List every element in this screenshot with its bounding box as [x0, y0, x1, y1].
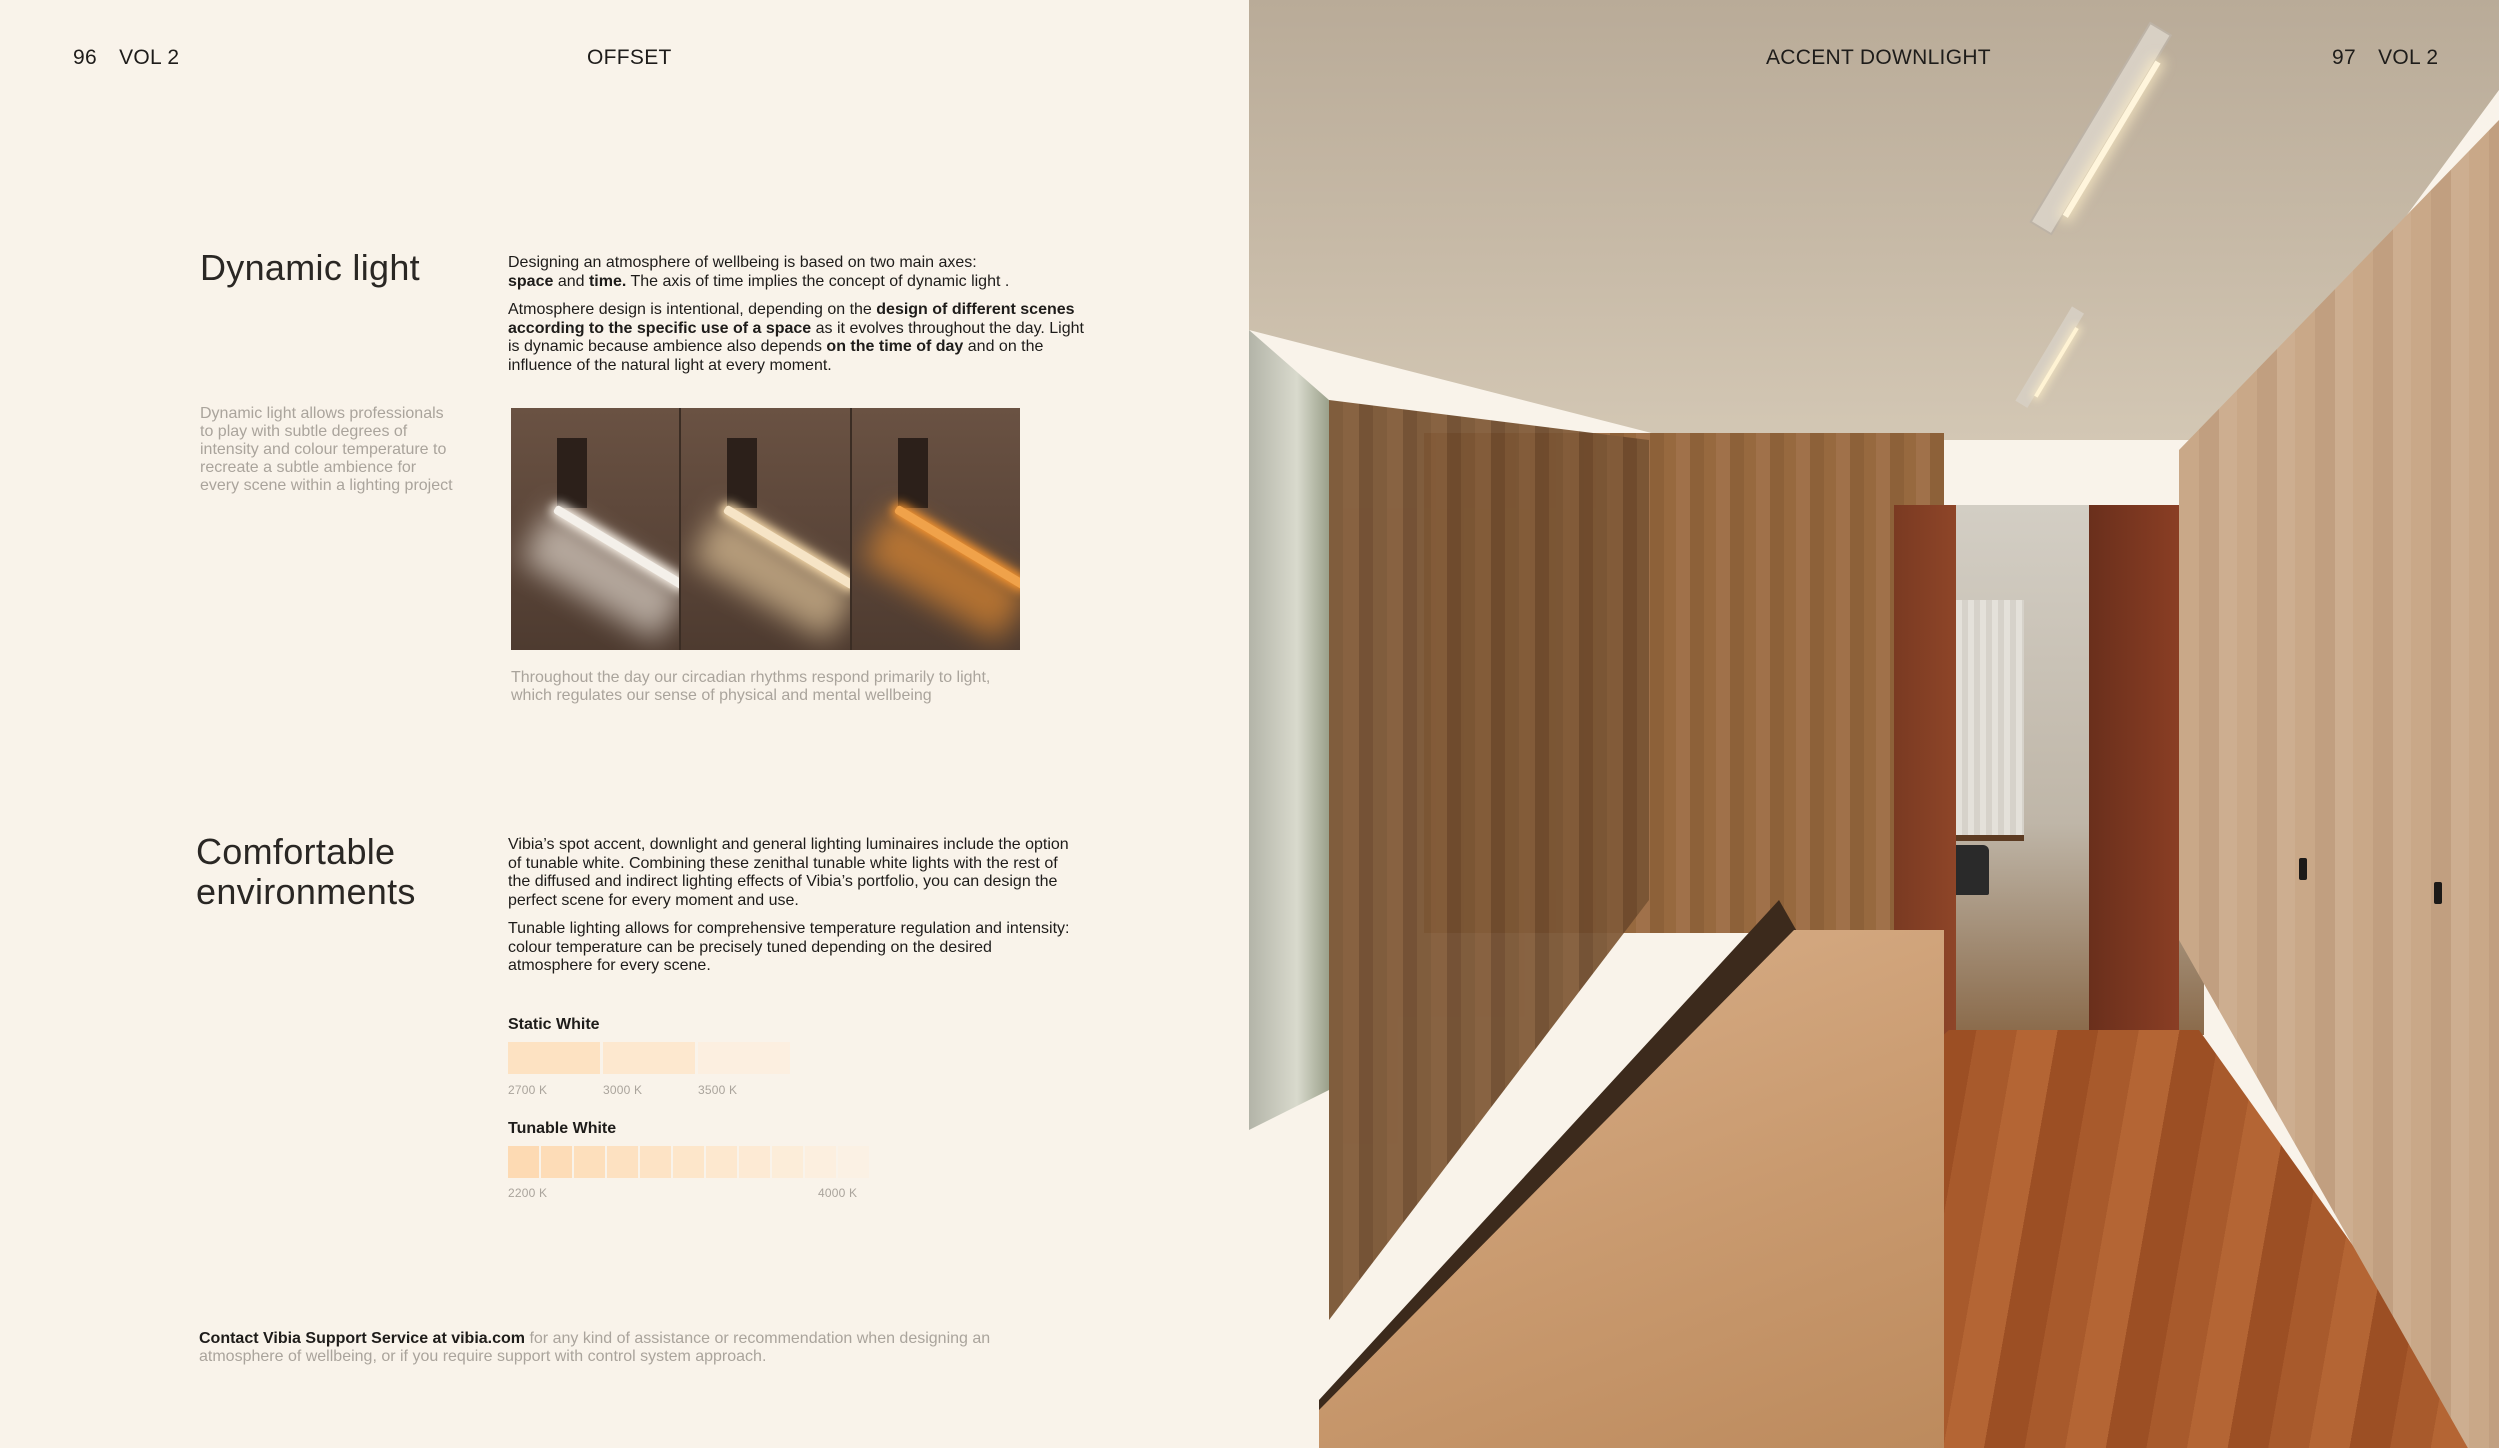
kelvin-label-min: 2200 K — [508, 1186, 548, 1200]
comfortable-paragraph-2: Tunable lighting allows for comprehensive temperature regulation and intensity: colour temperature can be precisely tuned depending on the desired atmosphere for every scene. — [508, 920, 1070, 975]
fixture-photo-neutral — [681, 408, 849, 650]
fixture-photo-warm — [852, 408, 1020, 650]
static-white-swatches — [508, 1042, 790, 1074]
left-page-title: OFFSET — [587, 46, 672, 69]
fixture-photo-cool — [511, 408, 679, 650]
dynamic-light-paragraph-2 — [508, 301, 1088, 375]
comfortable-paragraph-1: Vibia’s spot accent, downlight and general lighting luminaires include the option of tunable white. Combining these zenithal tunable white lights with the rest of the diffused and indirect lighting effects of Vibia’s portfolio, you can design the perfect scene for every moment and use. — [508, 836, 1069, 909]
fixture-photo-strip — [511, 408, 1020, 650]
kelvin-label-3000: 3000 K — [603, 1083, 643, 1097]
interior-photo — [1249, 0, 2499, 1448]
swatch-3500k — [698, 1042, 790, 1074]
kelvin-label-2700: 2700 K — [508, 1083, 548, 1097]
tunable-white-cell — [673, 1146, 704, 1178]
right-page-number: 97 — [2332, 46, 2356, 69]
photo-door-handle — [2299, 858, 2307, 880]
tunable-white-cell — [706, 1146, 737, 1178]
swatch-2700k — [508, 1042, 600, 1074]
static-white-label: Static White — [508, 1016, 600, 1033]
support-contact-bold: Contact Vibia Support Service at vibia.com — [199, 1330, 526, 1347]
dynamic-light-title: Dynamic light — [200, 247, 420, 288]
tunable-white-cell — [805, 1146, 836, 1178]
kelvin-label-max: 4000 K — [818, 1186, 858, 1200]
comfortable-environments-title — [196, 832, 416, 913]
left-page — [0, 0, 1249, 1448]
tunable-white-cell — [607, 1146, 638, 1178]
tunable-white-cell — [574, 1146, 605, 1178]
kelvin-label-3500: 3500 K — [698, 1083, 738, 1097]
photo-table — [1944, 835, 2024, 841]
fixture-body — [898, 438, 928, 508]
p2-bold-design: design of different scenes according to the specific use of a space — [508, 301, 1075, 337]
tunable-white-cell — [640, 1146, 671, 1178]
tunable-white-cell — [772, 1146, 803, 1178]
tunable-white-cell — [739, 1146, 770, 1178]
p2-text-c: as it evolves throughout the day. Light is dynamic because ambience also depends — [508, 319, 1084, 356]
p1-text-e: The axis of time implies the concept of dynamic light . — [626, 272, 1010, 290]
tunable-white-cell — [508, 1146, 539, 1178]
p2-text-e: and on the influence of the natural light at every moment. — [508, 338, 1044, 374]
fixture-glow — [520, 508, 679, 642]
p2-text-a: Atmosphere design is intentional, depending on the — [508, 301, 877, 319]
dynamic-light-side-note: Dynamic light allows professionals to play with subtle degrees of intensity and colour temperature to recreate a subtle ambience for every scene within a lighting project — [200, 405, 453, 495]
photo-curtain — [1944, 600, 2024, 840]
left-page-number: 96 — [73, 46, 97, 69]
photo-door-handle — [2434, 882, 2442, 904]
title-line-1: Comfortable — [196, 831, 396, 872]
left-volume: VOL 2 — [119, 46, 180, 69]
right-page-header — [2332, 46, 2438, 70]
swatch-3000k — [603, 1042, 695, 1074]
support-contact-note — [199, 1330, 1059, 1366]
left-page-header — [73, 46, 179, 70]
right-page-title: ACCENT DOWNLIGHT — [1766, 46, 1991, 69]
tunable-white-label: Tunable White — [508, 1120, 617, 1137]
photo-caption: Throughout the day our circadian rhythms respond primarily to light, which regulates our sense of physical and mental wellbeing — [511, 669, 991, 705]
photo-door-frame-right — [2089, 505, 2179, 1035]
photo-window — [1249, 330, 1329, 1130]
fixture-body — [727, 438, 757, 508]
tunable-white-cell — [838, 1146, 869, 1178]
right-volume: VOL 2 — [2378, 46, 2439, 69]
p1-text-c: and — [553, 272, 589, 290]
right-page-photo — [1249, 0, 2499, 1448]
p1-text-a: Designing an atmosphere of wellbeing is based on two main axes: — [508, 254, 977, 271]
fixture-glow — [861, 508, 1020, 642]
p2-bold-time-of-day: on the time of day — [826, 338, 964, 356]
tunable-white-gradient — [508, 1146, 869, 1178]
fixture-glow — [690, 508, 849, 642]
dynamic-light-body — [508, 254, 1088, 385]
comfortable-body — [508, 836, 1078, 986]
title-line-2: environments — [196, 871, 416, 913]
support-contact-rest: for any kind of assistance or recommendation when designing an atmosphere of wellbeing, or if you require support with control system approach. — [199, 1330, 991, 1366]
dynamic-light-paragraph-1 — [508, 254, 1088, 291]
fixture-body — [557, 438, 587, 508]
p1-bold-space: space — [508, 272, 554, 290]
tunable-white-cell — [541, 1146, 572, 1178]
p1-bold-time: time. — [588, 272, 627, 290]
